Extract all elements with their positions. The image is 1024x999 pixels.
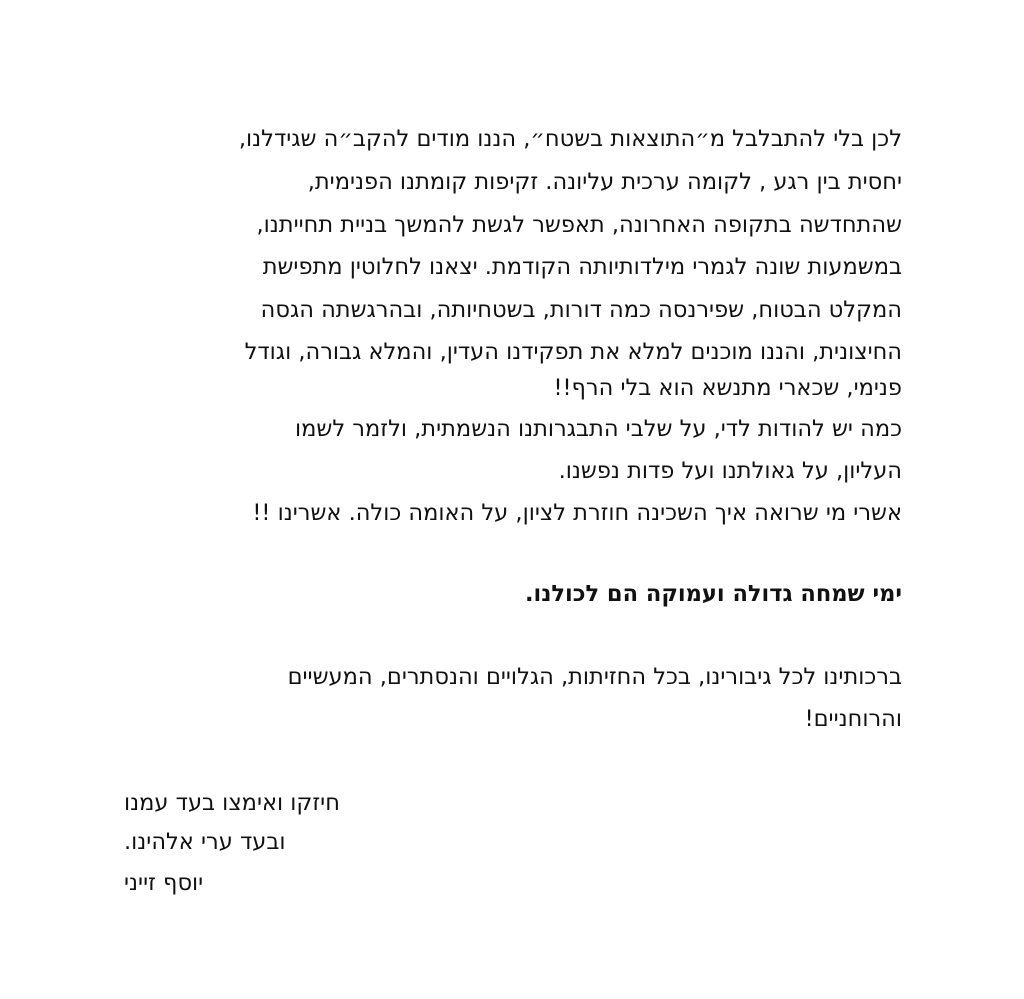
paragraph-line: במשמעות שונה לגמרי מילדותיותה הקודמת. יצאנו לחלוטין מתפישת <box>262 254 902 280</box>
blessing-line: והרוחניים! <box>804 706 902 732</box>
paragraph-line: החיצונית, והננו מוכנים למלא את תפקידנו העדין, והמלא גבורה, וגודל <box>244 339 902 365</box>
paragraph-line: העליון, על גאולתנו ועל פדות נפשנו. <box>558 458 902 484</box>
closing-line: ובעד ערי אלהינו. <box>124 829 286 855</box>
blessing-line: ברכותינו לכל גיבורינו, בכל החזיתות, הגלויים והנסתרים, המעשיים <box>287 664 902 690</box>
paragraph-line: שהתחדשה בתקופה האחרונה, תאפשר לגשת להמשך בניית תחייתנו, <box>256 212 902 238</box>
closing-line: חיזקו ואימצו בעד עמנו <box>124 790 340 816</box>
paragraph-line: פנימי, שכארי מתנשא הוא בלי הרף!! <box>553 375 902 401</box>
paragraph-line: אשרי מי שרואה איך השכינה חוזרת לציון, על האומה כולה. אשרינו !! <box>252 500 902 526</box>
paragraph-line: כמה יש להודות לדי, על שלבי התבגרותנו הנשמתית, ולזמר לשמו <box>295 416 902 442</box>
paragraph-line: המקלט הבטוח, שפירנסה כמה דורות, בשטחיותה, ובהרגשתה הגסה <box>260 297 902 323</box>
paragraph-line: יחסית בין רגע , לקומה ערכית עליונה. זקיפות קומתנו הפנימית, <box>307 169 902 195</box>
paragraph-line: לכן בלי להתבלבל מ״התוצאות בשטח״, הננו מודים להקב״ה שגידלנו, <box>238 126 902 152</box>
signature: יוסף זייני <box>124 870 204 896</box>
highlight-line: ימי שמחה גדולה ועמוקה הם לכולנו. <box>524 581 902 607</box>
